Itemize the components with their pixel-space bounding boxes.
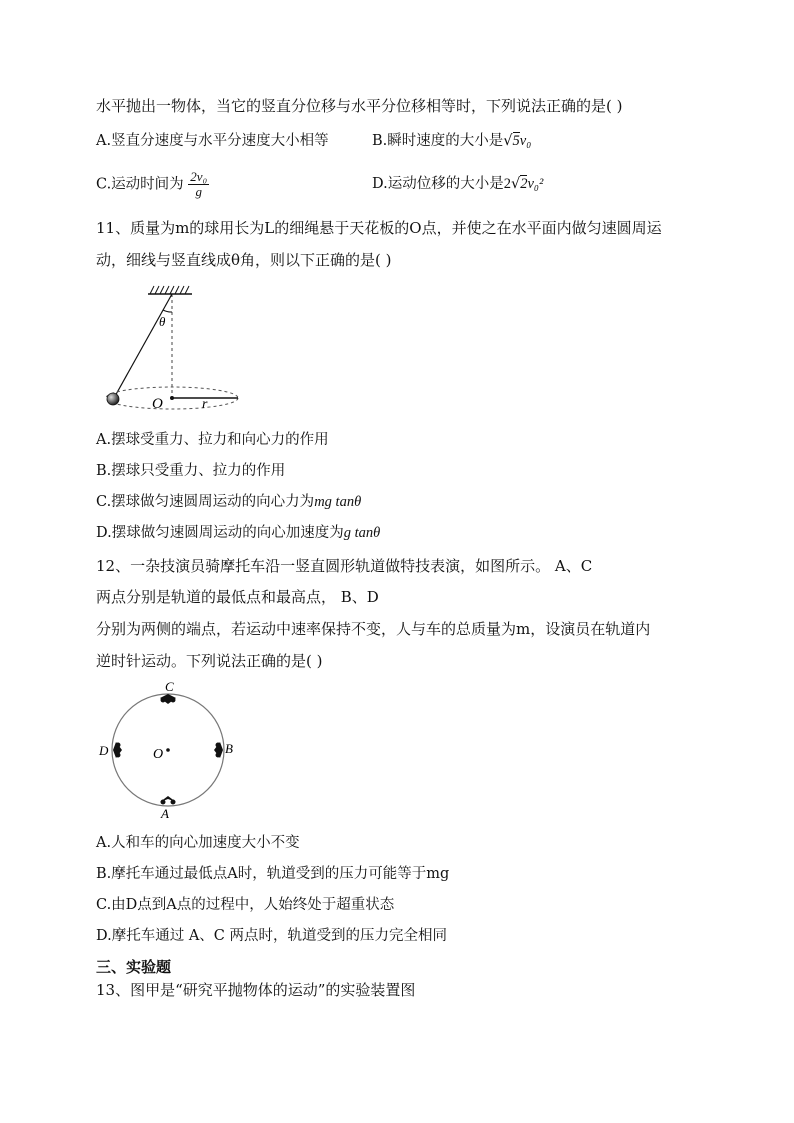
q11-option-d xyxy=(96,523,380,543)
q11-option-c-formula: mg tanθ xyxy=(314,494,362,510)
q10-option-c-fraction xyxy=(188,170,209,199)
q10-option-c xyxy=(96,170,209,199)
point-d-label: D xyxy=(99,743,109,758)
radius-r-label: r xyxy=(202,397,208,412)
q12-stem-line2: 两点分别是轨道的最低点和最高点， B、D xyxy=(96,588,379,606)
q11-option-d-formula: g tanθ xyxy=(343,525,381,541)
q10-option-d-radicand: 2 xyxy=(520,176,528,192)
q10-option-a: A.竖直分速度与水平分速度大小相等 xyxy=(96,133,329,149)
q12-stem-line1: 12、一杂技演员骑摩托车沿一竖直圆形轨道做特技表演，如图所示。 A、C xyxy=(96,557,593,575)
q11-option-d-label: D.摆球做匀速圆周运动的向心加速度为 xyxy=(96,525,344,541)
q12-stem-line3: 分别为两侧的端点，若运动中速率保持不变，人与车的总质量为m，设演员在轨道内 xyxy=(96,620,651,638)
q11-option-c-label: C.摆球做匀速圆周运动的向心力为 xyxy=(96,494,315,510)
q12-option-d: D.摩托车通过 A、C 两点时，轨道受到的压力完全相同 xyxy=(96,928,448,944)
motorcycle-icon xyxy=(113,742,122,758)
sqrt-symbol: √ xyxy=(503,133,513,149)
q10-stem: 水平抛出一物体，当它的竖直分位移与水平分位移相等时，下列说法正确的是( ) xyxy=(96,97,623,115)
center-o-label: O xyxy=(152,396,163,412)
angle-theta-label: θ xyxy=(159,314,166,329)
vertical-loop-figure xyxy=(96,678,246,822)
q10-option-b xyxy=(372,131,531,151)
q10-option-d-label: D.运动位移的大小是 xyxy=(372,176,504,192)
section-heading: 三、实验题 xyxy=(96,958,172,976)
q10-option-b-label: B.瞬时速度的大小是 xyxy=(372,133,504,149)
point-a-label: A xyxy=(161,806,169,821)
fraction-denominator: g xyxy=(195,184,202,199)
q11-option-c xyxy=(96,492,361,512)
q11-stem-line2: 动，细线与竖直线成θ角，则以下正确的是( ) xyxy=(96,251,392,269)
point-b-label: B xyxy=(225,741,233,756)
motorcycle-icon xyxy=(160,694,176,704)
motorcycle-icon xyxy=(160,796,176,805)
q12-option-b: B.摩托车通过最低点A时，轨道受到的压力可能等于mg xyxy=(96,866,450,882)
q12-option-a: A.人和车的向心加速度大小不变 xyxy=(96,835,300,851)
q10-option-d-coef: 2 xyxy=(503,176,511,192)
q10-option-c-label: C.运动时间为 xyxy=(96,176,184,193)
pendulum-ball xyxy=(107,393,119,405)
sqrt-symbol: √ xyxy=(510,176,521,192)
point-c-label: C xyxy=(165,679,174,694)
q10-option-b-v0: v₀ xyxy=(519,133,532,149)
center-o-label: O xyxy=(153,747,164,762)
q11-option-a: A.摆球受重力、拉力和向心力的作用 xyxy=(96,432,329,448)
q10-option-d xyxy=(372,174,543,194)
fraction-numerator: 2v₀ xyxy=(190,169,208,184)
motorcycle-icon xyxy=(214,742,223,758)
q13-stem: 13、图甲是“研究平抛物体的运动”的实验装置图 xyxy=(96,981,416,999)
q11-stem-line1: 11、质量为m的球用长为L的细绳悬于天花板的O点，并使之在水平面内做匀速圆周运 xyxy=(96,219,662,237)
q10-option-d-v0sq: v₀² xyxy=(527,176,544,192)
q11-option-b: B.摆球只受重力、拉力的作用 xyxy=(96,463,286,479)
q12-stem-line4: 逆时针运动。下列说法正确的是( ) xyxy=(96,652,323,670)
q12-option-c: C.由D点到A点的过程中，人始终处于超重状态 xyxy=(96,897,395,913)
conical-pendulum-figure xyxy=(96,282,256,417)
q10-option-b-radicand: 5 xyxy=(512,133,520,149)
